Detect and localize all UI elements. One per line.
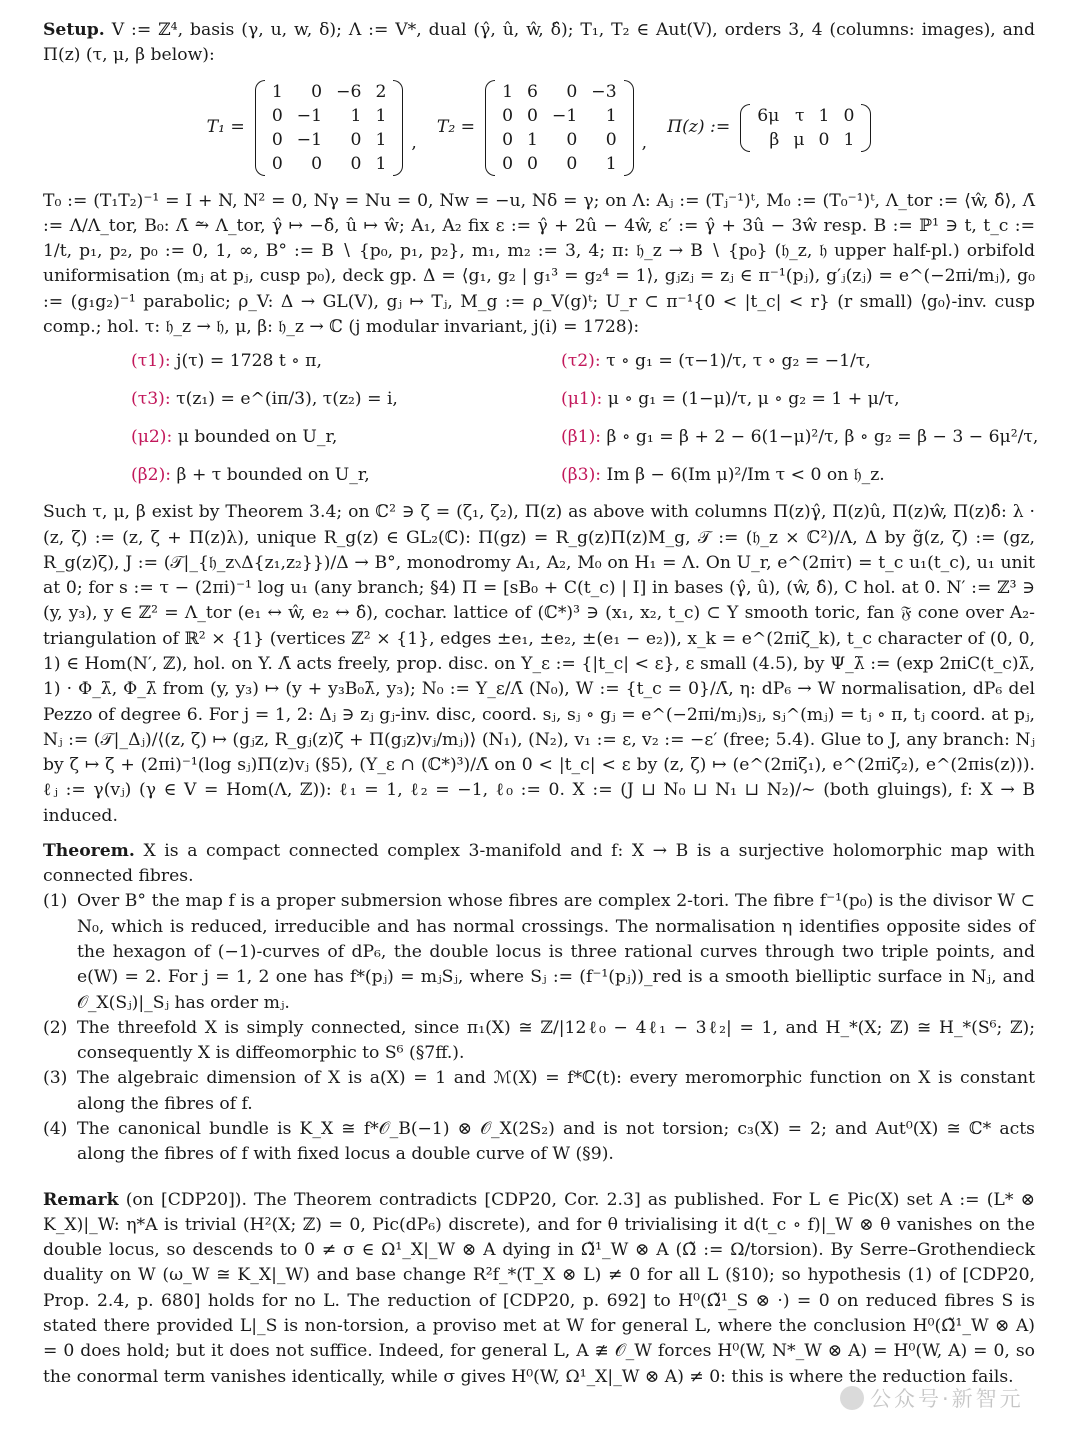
separator: , (641, 133, 648, 154)
condition-beta3: (β3): Im β − 6(Im μ)²/Im τ < 0 on 𝔥_z. (561, 465, 885, 486)
condition-tau2: (τ2): τ ∘ g₁ = (τ−1)/τ, τ ∘ g₂ = −1/τ, (561, 351, 871, 372)
condition-tau1: (τ1): j(τ) = 1728 t ∘ π, (131, 351, 322, 372)
right-paren (624, 80, 634, 176)
remark-paragraph: Remark (on [CDP20]). The Theorem contradicts [CDP20, Cor. 2.3] as published. For L ∈ Pic(X) set A := (L* ⊗ K_X)|_W: η*A is trivial (H²(X; ℤ) = 0, Pic(dP₆) discrete), and for θ trivialising it d(t_c ∘ f)|_W ⊗ θ vanishes on the double locus, so descends to 0 ≠ σ ∈ Ω¹_X|_W ⊗ A dying in Ω̃¹_W ⊗ A (Ω̃ := Ω/torsion). By Serre–Grothendieck duality on W (ω_W ≅ K_X|_W) and base change R²f_*(T_X ⊗ L) ≠ 0 for all L (§10); so hypothesis (1) of [CDP20, Prop. 2.4, p. 680] holds for no L. The reduction of [CDP20, p. 692] to H⁰(Ω̃¹_S ⊗ ·) = 0 on reduced fibres S is stated there provided L|_S is non-torsion, a proviso met at W for general L, where the conclusion H⁰(Ω̃¹_W ⊗ A) = 0 does hold; but it does not suffice. Indeed, for general L, A ≇ 𝒪_W forces H⁰(W, N*_W ⊗ A) = H⁰(W, A) = 0, so the conormal term vanishes identically, while σ gives H⁰(W, Ω¹_X|_W ⊗ A) ≠ 0: this is where the reduction fails. (43, 1189, 1035, 1387)
t1-matrix: 1 0 −6 2 0 −1 1 1 0 −1 0 1 0 0 0 1 (255, 80, 404, 176)
conditions-grid (131, 342, 1039, 494)
t1-name: T₁ = (206, 116, 245, 137)
right-paren (393, 80, 403, 176)
definitions-paragraph: T₀ := (T₁T₂)⁻¹ = I + N, N² = 0, Nγ = Nu = 0, Nw = −u, Nδ = γ; on Λ: Aⱼ := (Tⱼ⁻¹)ᵗ, M₀ := (T₀⁻¹)ᵗ, Λ_tor := ⟨ŵ, δ̂⟩, Λ̄ := Λ/Λ_tor, B₀: Λ̄ ⥲ Λ_tor, γ̂ ↦ −δ̂, û ↦ ŵ; A₁, A₂ fix ε := γ̂ + 2û − 4ŵ, ε′ := γ̂ + 3û − 3ŵ resp. B := ℙ¹ ∋ t, t_c := 1/t, p₁, p₂, p₀ := 0, 1, ∞, B° := B ∖ {p₀, p₁, p₂}, m₁, m₂ := 3, 4; π: 𝔥_z → B ∖ {p₀} (𝔥_z, 𝔥 upper half-pl.) orbifold uniformisation (mⱼ at pⱼ, cusp p₀), deck gp. Δ = ⟨g₁, g₂ | g₁³ = g₂⁴ = 1⟩, gⱼzⱼ = zⱼ ∈ π⁻¹(pⱼ), g′ⱼ(zⱼ) = e^(−2πi/mⱼ), g₀ := (g₁g₂)⁻¹ parabolic; ρ_V: Δ → GL(V), gⱼ ↦ Tⱼ, M_g := ρ_V(g)ᵗ; U_r ⊂ π⁻¹{0 < |t_c| < r} (r small) ⟨g₀⟩-inv. cusp comp.; hol. τ: 𝔥_z → 𝔥, μ, β: 𝔥_z → ℂ (j modular invariant, j(i) = 1728): (43, 190, 1035, 337)
wechat-icon (840, 1386, 864, 1410)
pi-name: Π(z) := (667, 116, 731, 137)
condition-beta2: (β2): β + τ bounded on U_r, (131, 465, 370, 486)
separator: , (411, 133, 417, 154)
condition-tau3: (τ3): τ(z₁) = e^(iπ/3), τ(z₂) = i, (131, 389, 398, 410)
theorem-intro: Theorem. X is a compact connected complex 3-manifold and f: X → B is a surjective holomorphic map with connected fibres. (43, 840, 1036, 887)
right-paren (861, 104, 871, 152)
watermark-text: 公众号·新智元 (870, 1387, 1024, 1411)
construction-paragraph: Such τ, μ, β exist by Theorem 3.4; on ℂ² ∋ ζ = (ζ₁, ζ₂), Π(z) as above with columns Π(z)γ̂, Π(z)û, Π(z)ŵ, Π(z)δ̂: λ · (z, ζ) := (z, ζ + Π(z)λ), unique R_g(z) ∈ GL₂(ℂ): Π(gz) = R_g(z)Π(z)M_g, 𝒯 := (𝔥_z × ℂ²)/Λ, Δ by g̃(z, ζ) := (gz, R_g(z)ζ), J := (𝒯|_{𝔥_z∖Δ{z₁,z₂}})/Δ → B°, monodromy A₁, A₂, M₀ on H₁ = Λ. On U_r, e^(2πiτ) = t_c u₁(t_c), u₁ unit at 0; for s := τ − (2πi)⁻¹ log u₁ (any branch; §4) Π = [sB₀ + C(t_c) | I] in bases (γ̂, û), (ŵ, δ̂), C hol. at 0. N′ := ℤ³ ∋ (y, y₃), y ∈ ℤ² = Λ_tor (e₁ ↔ ŵ, e₂ ↔ δ̂), cochar. lattice of (ℂ*)³ ∋ (x₁, x₂, t_c) ⊂ Y smooth toric, fan 𝔉 cone over A₂-triangulation of ℝ² × {1} (vertices ℤ² × {1}, edges ±e₁, ±e₂, ±(e₁ − e₂)), x_k = e^(2πiζ_k), t_c character of (0, 0, 1) ∈ Hom(N′, ℤ), hol. on Y. Λ̄ acts freely, prop. disc. on Y_ε := {|t_c| < ε}, ε small (4.5), by Ψ_λ̄ := (exp 2πiC(t_c)λ̄, 1) · Φ_λ̄, Φ_λ̄ from (y, y₃) ↦ (y + y₃B₀λ̄, y₃); N₀ := Y_ε/Λ̄ (N₀), W := {t_c = 0}/Λ̄, η: dP₆ → W normalisation, dP₆ del Pezzo of degree 6. For j = 1, 2: Δⱼ ∋ zⱼ gⱼ-inv. disc, coord. sⱼ, sⱼ ∘ gⱼ = e^(−2πi/mⱼ)sⱼ, sⱼ^(mⱼ) = tⱼ ∘ π, tⱼ coord. at pⱼ, Nⱼ := (𝒯|_Δⱼ)/⟨(z, ζ) ↦ (gⱼz, R_gⱼ(z)ζ + Π(gⱼz)vⱼ/mⱼ)⟩ (N₁), (N₂), v₁ := ε, v₂ := −ε′ (free; 5.4). Glue to J, any branch: Nⱼ by ζ ↦ ζ + (2πi)⁻¹(log sⱼ)Π(z)vⱼ (§5), (Y_ε ∩ (ℂ*)³)/Λ̄ on 0 < |t_c| < ε by (z, ζ) ↦ (e^(2πiζ₁), e^(2πiζ₂), e^(2πis(z))). ℓⱼ := γ(vⱼ) (γ ∈ V = Hom(Λ, ℤ)): ℓ₁ = 1, ℓ₂ = −1, ℓ₀ := 0. X := (J ⊔ N₀ ⊔ N₁ ⊔ N₂)/∼ (both gluings), f: X → B induced. (43, 502, 1035, 826)
matrix-row (43, 73, 1035, 183)
condition-mu2: (μ2): μ bounded on U_r, (131, 427, 338, 448)
t2-name: T₂ = (436, 116, 476, 137)
theorem-item: (3) The algebraic dimension of X is a(X) = 1 and ℳ(X) = f*ℂ(t): every meromorphic function on X is constant along the fibres of f. (43, 1068, 1035, 1114)
watermark (840, 1384, 1045, 1414)
theorem-item: (4) The canonical bundle is K_X ≅ f*𝒪_B(−1) ⊗ 𝒪_X(2S₂) and is not torsion; c₃(X) = 2; and Aut⁰(X) ≅ ℂ* acts along the fibres of f with fixed locus a double curve of W (§9). (43, 1119, 1035, 1165)
setup-label: Setup. (43, 20, 105, 40)
theorem-item: (2) The threefold X is simply connected, since π₁(X) ≅ ℤ/|12ℓ₀ − 4ℓ₁ − 3ℓ₂| = 1, and H_*(X; ℤ) ≅ H_*(S⁶; ℤ); consequently X is diffeomorphic to S⁶ (§7ff.). (43, 1017, 1035, 1064)
condition-mu1: (μ1): μ ∘ g₁ = (1−μ)/τ, μ ∘ g₂ = 1 + μ/τ, (561, 389, 900, 410)
theorem-label: Theorem. (43, 840, 135, 861)
left-paren (740, 104, 750, 152)
theorem-items (43, 889, 1035, 1167)
condition-beta1: (β1): β ∘ g₁ = β + 2 − 6(1−μ)²/τ, β ∘ g₂ = β − 3 − 6μ²/τ, (561, 427, 1039, 448)
theorem-block (43, 839, 1035, 1168)
setup-intro: V := ℤ⁴, basis (γ, u, w, δ); Λ := V*, dual (γ̂, û, ŵ, δ̂); T₁, T₂ ∈ Aut(V), orders 3, 4 (columns: images), and Π(z) (τ, μ, β below): (43, 20, 1035, 66)
left-paren (255, 80, 265, 176)
t2-matrix: 1 6 0 −3 0 0 −1 1 0 1 0 0 0 0 0 1 (485, 80, 634, 176)
left-paren (485, 80, 495, 176)
remark-label: Remark (43, 1189, 119, 1210)
pi-matrix: 6μ τ 1 0 β μ 0 1 (740, 104, 871, 152)
theorem-item: (1) Over B° the map f is a proper submersion whose fibres are complex 2-tori. The fibre f⁻¹(p₀) is the divisor W ⊂ N₀, which is reduced, irreducible and has normal crossings. The normalisation η identifies opposite sides of the hexagon of (−1)-curves of dP₆, the double locus is three rational curves through two triple points, and e(W) = 2. For j = 1, 2 one has f*(pⱼ) = mⱼSⱼ, where Sⱼ := (f⁻¹(pⱼ))_red is a smooth bielliptic surface in Nⱼ, and 𝒪_X(Sⱼ)|_Sⱼ has order mⱼ. (43, 891, 1035, 1013)
setup-paragraph (43, 18, 1035, 69)
